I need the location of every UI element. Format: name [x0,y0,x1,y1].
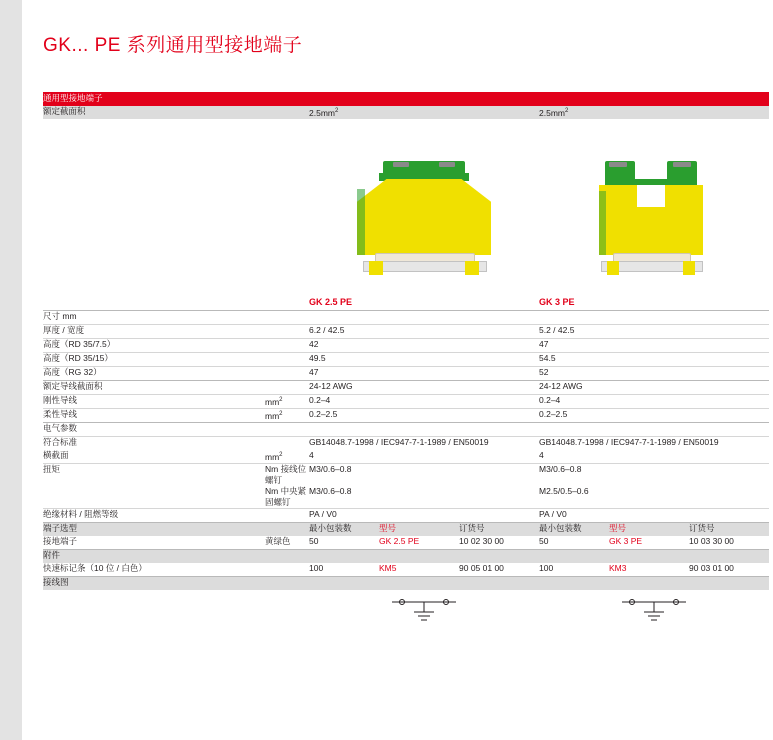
value-standards-a: GB14048.7-1998 / IEC947-7-1-1989 / EN50019 [309,437,489,447]
sup-2: 2 [279,397,283,403]
order-row-b [539,536,769,550]
row-flexible-conductor [43,409,769,423]
sup-2: 2 [279,411,283,417]
header-type-b: 型号 [609,523,627,533]
label-standards: 符合标准 [43,437,78,447]
label-ground-terminal: 接地端子 [43,536,78,546]
value-height-rg32-b: 52 [539,367,549,377]
wiring-title: 接线图 [43,577,309,591]
order-no-b: 10 03 30 00 [689,536,734,546]
rated-area-label: 额定截面积 [43,106,309,119]
label-flexible-conductor: 柔性导线 [43,409,78,419]
label-cross-section: 横截面 [43,450,69,460]
section-electrical-title [43,423,769,437]
accessory-pack-a: 100 [309,563,324,573]
electrical-title: 电气参数 [43,423,78,433]
accessory-type-b: KM3 [609,563,627,573]
value-cross-section-a: 4 [309,450,314,460]
row-product-names [43,297,769,311]
unit-torque-terminal-screw: Nm 接线位螺钉 [265,464,307,485]
row-wiring-title [43,577,769,591]
row-ground-terminal [43,536,769,550]
row-standards [43,437,769,451]
label-marker-strip: 快速标记条（10 位 / 白色） [43,563,147,573]
accessory-title: 附件 [43,550,309,564]
wiring-diagram-cell-a [309,590,539,642]
rated-area-value-a: $2.5mm^2$ [309,106,539,119]
label-insulation-material: 绝缘材料 / 阻燃等级 [43,509,119,519]
value-torque-center-b: M2.5/0.5–0.6 [539,486,589,496]
ordering-header-b [539,523,769,537]
spec-table-container [43,92,734,642]
value-flexible-conductor-b: 0.2–2.5 [539,409,568,419]
unit-ground-terminal-color: 黄绿色 [265,536,291,546]
ordering-header-a [309,523,539,537]
accessory-row-b [539,563,769,577]
unit-torque-center-screw: Nm 中央紧固螺钉 [265,486,307,507]
sup-2: 2 [279,452,283,458]
header-order-a: 订货号 [459,523,485,533]
value-rigid-conductor-a: 0.2–4 [309,395,331,405]
row-height-rd3515 [43,353,769,367]
value-height-rd3575-a: 42 [309,339,319,349]
header-order-b: 订货号 [689,523,715,533]
pack-a: 50 [309,536,319,546]
value-height-rd3515-b: 54.5 [539,353,556,363]
label-height-rg32: 高度（RG 32） [43,367,102,377]
row-insulation-material [43,509,769,523]
conductor-awg-a: 24-12 AWG [309,381,353,391]
value-thickness-width-b: 5.2 / 42.5 [539,325,575,335]
row-height-rg32 [43,367,769,381]
accessory-pack-b: 100 [539,563,554,573]
order-no-a: 10 02 30 00 [459,536,504,546]
conductor-title: 额定导线截面积 [43,381,103,391]
value-insulation-b: PA / V0 [539,509,567,519]
row-accessory-title [43,550,769,564]
row-rigid-conductor [43,395,769,409]
spec-table [43,92,769,642]
label-torque-center [43,486,265,509]
value-torque-terminal-b: M3/0.6–0.8 [539,464,582,474]
value-height-rd3515-a: 49.5 [309,353,326,363]
row-cross-section [43,450,769,464]
header-pack-b: 最小包装数 [539,523,582,533]
product-name-b: GK 3 PE [539,297,575,307]
type-a: GK 2.5 PE [379,536,420,546]
unit-cross-section: $mm^2$ [265,451,283,462]
label-thickness-width: 厚度 / 宽度 [43,325,85,335]
value-height-rd3575-b: 47 [539,339,549,349]
row-rated-area [43,106,769,119]
rated-area-value-b: $2.5mm^2$ [539,106,769,119]
value-cross-section-b: 4 [539,450,544,460]
row-marker-strip [43,563,769,577]
sup-2: 2 [564,108,569,114]
value-insulation-a: PA / V0 [309,509,337,519]
product-image-cell-a [309,119,539,297]
left-margin-bar [0,0,22,740]
wiring-diagram-cell-b [539,590,769,642]
row-height-rd3575 [43,339,769,353]
terminal-image-gk25pe [309,119,539,297]
conductor-awg-b: 24-12 AWG [539,381,583,391]
row-thickness-width [43,325,769,339]
row-torque-center-screw [43,486,769,509]
value-flexible-conductor-a: 0.2–2.5 [309,409,338,419]
value-torque-center-a: M3/0.6–0.8 [309,486,352,496]
value-torque-terminal-a: M3/0.6–0.8 [309,464,352,474]
order-row-a [309,536,539,550]
accessory-type-a: KM5 [379,563,397,573]
ordering-title: 端子选型 [43,523,309,537]
accessory-row-a [309,563,539,577]
section-conductor-title [43,381,769,395]
dimensions-title: 尺寸 mm [43,311,77,321]
header-type-a: 型号 [379,523,397,533]
value-rigid-conductor-b: 0.2–4 [539,395,561,405]
label-height-rd3515: 高度（RD 35/15） [43,353,113,363]
red-band-label: 通用型接地端子 [43,92,769,106]
wiring-diagram-icon-a [384,590,464,632]
value-height-rg32-a: 47 [309,367,319,377]
terminal-image-gk3pe [539,119,769,297]
pack-b: 50 [539,536,549,546]
label-height-rd3575: 高度（RD 35/7.5） [43,339,116,349]
sup-2: 2 [334,108,339,114]
accessory-order-a: 90 05 01 00 [459,563,504,573]
unit-flexible-conductor: $mm^2$ [265,410,283,421]
table-red-band [43,92,769,106]
header-pack-a: 最小包装数 [309,523,352,533]
product-name-a: GK 2.5 PE [309,297,353,307]
unit-rigid-conductor: $mm^2$ [265,396,283,407]
page-title: GK... PE 系列通用型接地端子 [43,35,303,56]
row-torque-terminal-screw [43,464,769,487]
label-rigid-conductor: 刚性导线 [43,395,78,405]
value-standards-b: GB14048.7-1998 / IEC947-7-1-1989 / EN50019 [539,437,719,447]
row-wiring-diagrams [43,590,769,642]
value-thickness-width-a: 6.2 / 42.5 [309,325,345,335]
type-b: GK 3 PE [609,536,643,546]
product-image-cell-b [539,119,769,297]
row-product-images [43,119,769,297]
label-torque: 扭矩 [43,464,61,474]
row-ordering-header [43,523,769,537]
section-dimensions-title [43,311,769,325]
accessory-order-b: 90 03 01 00 [689,563,734,573]
wiring-diagram-icon-b [614,590,694,632]
